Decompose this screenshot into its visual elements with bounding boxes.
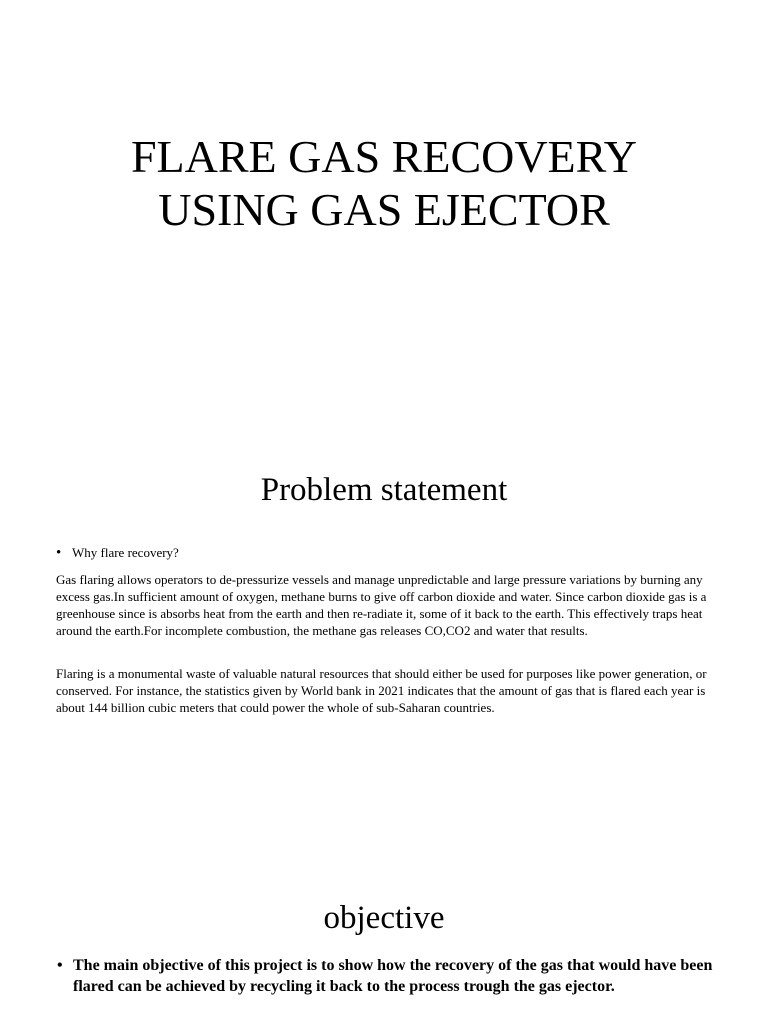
problem-paragraph-2: Flaring is a monumental waste of valuable natural resources that should either be used for purposes like power generation, or conserved. For instance, the statistics given by World bank in 2021 indicates that the amount of gas that is flared each year is about 144 billion cubic meters that could power the whole of sub-Saharan countries. [56,666,707,715]
problem-paragraph-1: Gas flaring allows operators to de-pressurize vessels and manage unpredictable and large pressure variations by burning any excess gas.In sufficient amount of oxygen, methane burns to give off carbon dioxide and water. Since carbon dioxide gas is a greenhouse since is absorbs heat from the earth and then re-radiate it, some of it back to the earth. This effectively traps heat around the earth.For incomplete combustion, the methane gas releases CO,CO2 and water that results. [56,572,707,638]
title-line-2: USING GAS EJECTOR [158,184,610,235]
objective-bullet [57,955,717,997]
bullet-dot-icon: • [56,545,62,561]
problem-bullet-text: Why flare recovery? [72,545,179,560]
problem-statement-heading: Problem statement [260,472,508,508]
bullet-dot-icon: • [57,957,63,974]
objective-bullet-text: The main objective of this project is to show how the recovery of the gas that would have been flared can be achieved by recycling it back to the process trough the gas ejector. [73,957,713,995]
page-title [0,130,768,236]
title-line-1: FLARE GAS RECOVERY [130,131,638,182]
problem-bullet [56,544,716,562]
objective-heading: objective [323,900,445,936]
